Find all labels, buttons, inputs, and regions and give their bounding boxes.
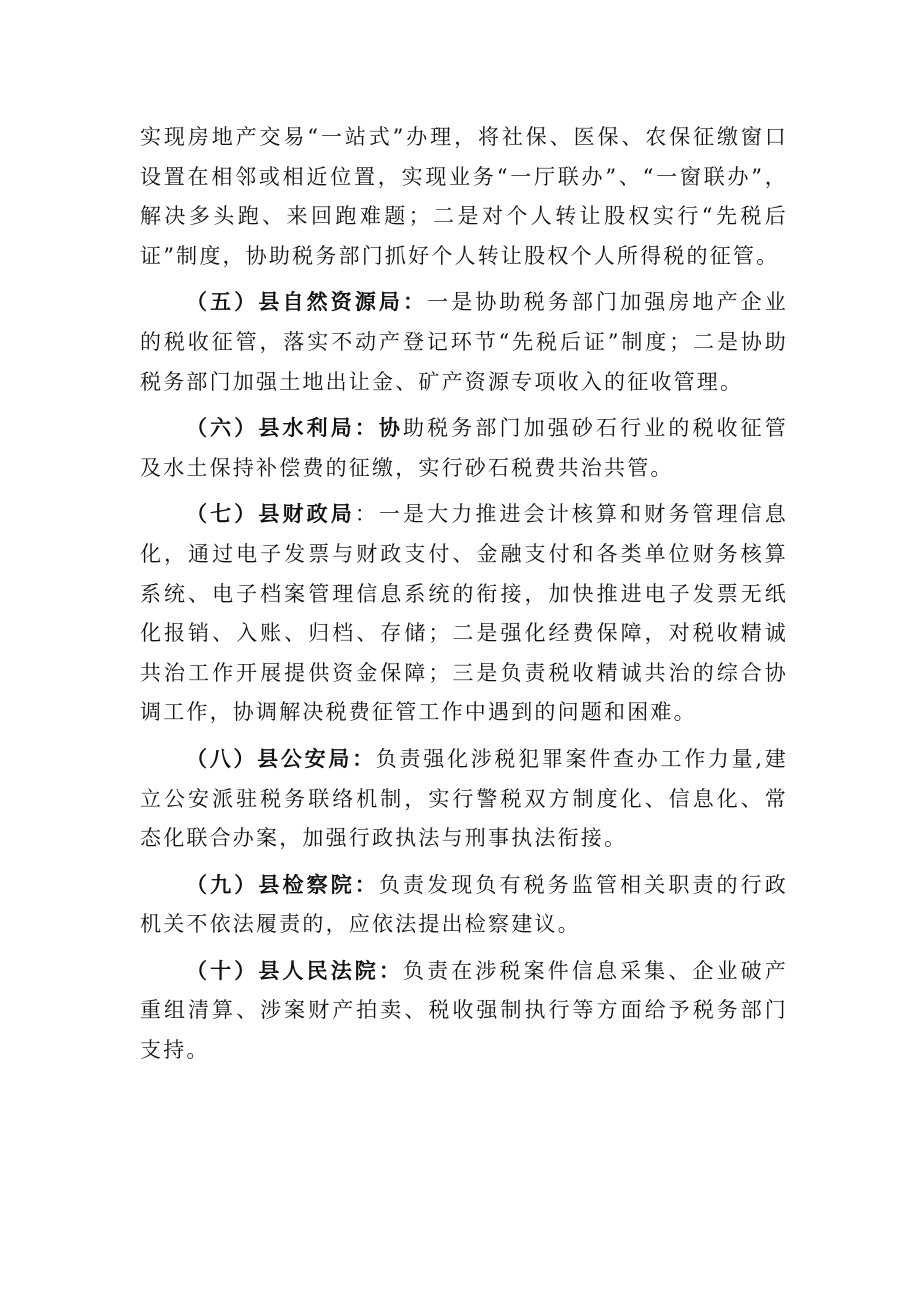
paragraph-text: ：一是大力推进会计核算和财务管理信息化，通过电子发票与财政支付、金融支付和各类单位财务核算系统、电子档案管理信息系统的衔接，加快推进电子发票无纸化报销、入账、归档、存储；二是强化经费保障，对税收精诚共治工作开展提供资金保障；三是负责税收精诚共治的综合协调工作，协调解决税费征管工作中遇到的问题和困难。 [140, 502, 788, 725]
paragraph-text: 助税务部门加强砂石行业的税收征管及水土保持补偿费的征缴，实行砂石税费共治共管。 [140, 416, 788, 480]
paragraph-water-resources [140, 408, 788, 488]
paragraph-heading: （八）县公安局： [186, 745, 376, 771]
paragraph-text: 一是协助税务部门加强房地产企业的税收征管，落实不动产登记环节“先税后证”制度；二是协助税务部门加强土地出让金、矿产资源专项收入的征收管理。 [140, 290, 789, 394]
paragraph-procuratorate [140, 865, 788, 945]
paragraph-text: 负责在涉税案件信息采集、企业破产重组清算、涉案财产拍卖、税收强制执行等方面给予税务部门支持。 [140, 958, 788, 1063]
paragraph-natural-resources [140, 282, 788, 402]
paragraph-heading: （七）县财政局 [186, 501, 355, 527]
paragraph-text: 负责强化涉税犯罪案件查办工作力量,建立公安派驻税务联络机制，实行警税双方制度化、信息化、常态化联合办案，加强行政执法与刑事执法衔接。 [140, 746, 788, 851]
paragraph-finance [140, 494, 788, 733]
paragraph-text: 实现房地产交易“一站式”办理，将社保、医保、农保征缴窗口设置在相邻或相近位置，实现业务“一厅联办”、“一窗联办”，解决多头跑、来回跑难题；二是对个人转让股权实行“先税后证”制度，协助税务部门抓好个人转让股权个人所得税的征管。 [140, 125, 788, 268]
paragraph-court [140, 951, 788, 1071]
paragraph-public-security [140, 739, 788, 859]
paragraph-heading: （五）县自然资源局： [186, 289, 428, 315]
paragraph-heading: （九）县检察院： [186, 871, 379, 897]
paragraph-text: 负责发现负有税务监管相关职责的行政机关不依法履责的，应依法提出检察建议。 [140, 872, 788, 937]
paragraph-heading: （十）县人民法院： [186, 957, 404, 983]
document-body [140, 118, 788, 1071]
paragraph-continuation [140, 118, 788, 276]
paragraph-heading: （六）县水利局：协 [186, 415, 404, 441]
